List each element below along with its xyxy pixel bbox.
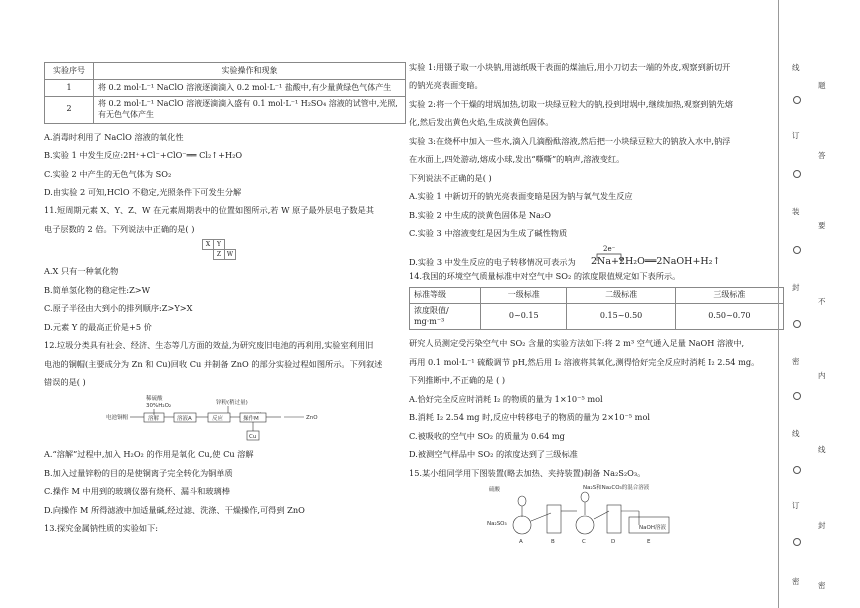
flow-step3: 操作M xyxy=(243,416,259,423)
flow-step2: 反应 xyxy=(212,416,224,423)
grid-w: W xyxy=(225,250,236,260)
apparatus-label-d: D xyxy=(611,539,616,545)
flow-reagent2: 锌粉(稍过量) xyxy=(216,400,248,407)
question-13-prompt: 下列说法不正确的是( ) xyxy=(409,172,492,183)
apparatus-reagent-a: Na₂SO₃ xyxy=(487,521,507,527)
question-14-method-cont: 再用 0.1 mol·L⁻¹ 硫酸调节 pH,然后用 I₂ 溶液将其氧化,测得恰好完全反应时消耗 I₂ 2.54 mg。 xyxy=(409,356,760,367)
option-b: B.加入过量锌粉的目的是使铜离子完全转化为铜单质 xyxy=(44,467,233,478)
margin-char: 装 xyxy=(792,207,800,216)
margin-char: 订 xyxy=(792,131,800,140)
margin-circle xyxy=(793,246,801,254)
option-d: D.被测空气样品中 SO₂ 的浓度达到了三级标准 xyxy=(409,449,578,460)
margin-char: 密 xyxy=(792,577,800,586)
apparatus-reagent-e: NaOH溶液 xyxy=(639,525,666,531)
binding-margin xyxy=(778,0,860,608)
margin-char: 不 xyxy=(818,297,826,306)
option-d: D.向操作 M 所得滤液中加适量碱,经过滤、洗涤、干燥操作,可得到 ZnO xyxy=(44,504,305,515)
apparatus-label-c: C xyxy=(582,539,586,545)
experiment-table xyxy=(44,62,406,124)
option-a: A.恰好完全反应时消耗 I₂ 的物质的量为 1×10⁻⁵ mol xyxy=(409,393,603,404)
margin-circle xyxy=(793,466,801,474)
option-a: A.实验 1 中新切开的钠光亮表面变暗是因为钠与氧气发生反应 xyxy=(409,191,633,202)
option-a: A.“溶解”过程中,加入 H₂O₂ 的作用是氧化 Cu,使 Cu 溶解 xyxy=(44,449,254,460)
margin-circle xyxy=(793,320,801,328)
question-12-cont: 电池的铜帽(主要成分为 Zn 和 Cu)回收 Cu 并制备 ZnO 的部分实验过程如图所示。下列叙述 xyxy=(44,358,383,369)
table-cell: 2 xyxy=(45,97,94,124)
flow-step1: 溶解 xyxy=(148,416,160,423)
table-row-label xyxy=(410,303,481,330)
option-b: B.简单氢化物的稳定性:Z>W xyxy=(44,284,151,295)
question-15: 15.某小组同学用下图装置(略去加热、夹持装置)制备 Na₂S₂O₃。 xyxy=(409,467,646,478)
margin-char: 封 xyxy=(818,521,826,530)
apparatus-diagram xyxy=(489,483,709,545)
equation-body: 2Na+2H₂O══2NaOH+H₂↑ xyxy=(591,255,721,267)
table-header-operation: 实验操作和现象 xyxy=(94,63,406,80)
question-12: 12.垃圾分类具有社会、经济、生态等几方面的效益,为研究废旧电池的再利用,实验室利用旧 xyxy=(44,340,374,351)
option-b: B.实验 2 中生成的淡黄色固体是 Na₂O xyxy=(409,209,551,220)
question-14: 14.我国的环境空气质量标准中对空气中 SO₂ 的浓度限值规定如下表所示。 xyxy=(409,270,681,281)
grid-z: Z xyxy=(214,250,225,260)
margin-char: 订 xyxy=(792,501,800,510)
option-c: C.被吸收的空气中 SO₂ 的质量为 0.64 mg xyxy=(409,430,565,441)
table-header: 二级标准 xyxy=(567,287,675,303)
periodic-grid xyxy=(202,239,236,260)
option-c: C.实验 2 中产生的无色气体为 SO₂ xyxy=(44,168,172,179)
table-row-label-line: 浓度限值/ xyxy=(414,305,449,315)
table-cell xyxy=(94,97,406,124)
table-cell: 将 0.2 mol·L⁻¹ NaClO 溶液逐滴滴入 0.2 mol·L⁻¹ 盐酸中,有少量黄绿色气体产生 xyxy=(94,80,406,97)
apparatus-reagent-c: Na₂S和Na₂CO₃的混合溶液 xyxy=(583,485,650,491)
table-row-label-line: mg·m⁻³ xyxy=(414,316,445,326)
apparatus-label-e: E xyxy=(647,539,651,545)
experiment-1: 实验 1:用镊子取一小块钠,用滤纸吸干表面的煤油后,用小刀切去一端的外皮,观察到新切开 xyxy=(409,62,731,72)
margin-char: 密 xyxy=(792,357,800,366)
margin-circle xyxy=(793,392,801,400)
table-header: 三级标准 xyxy=(675,287,783,303)
flow-end: ZnO xyxy=(306,415,318,422)
option-c: C.实验 3 中溶液变红是因为生成了碱性物质 xyxy=(409,228,568,239)
flow-reagent1b: 30%H₂O₂ xyxy=(146,403,172,410)
question-13: 13.探究金属钠性质的实验如下: xyxy=(44,523,159,534)
experiment-2-cont: 化,然后发出黄色火焰,生成淡黄色固体。 xyxy=(409,117,554,128)
table-cell: 0~0.15 xyxy=(481,303,567,330)
option-b: B.实验 1 中发生反应:2H⁺+Cl⁻+ClO⁻══ Cl₂↑+H₂O xyxy=(44,150,243,161)
table-cell-line: 有无色气体产生 xyxy=(98,109,154,119)
margin-char: 封 xyxy=(792,283,800,292)
flow-mid1: 溶液A xyxy=(177,416,192,423)
equation-line xyxy=(409,244,781,269)
margin-char: 答 xyxy=(818,151,826,160)
table-header: 一级标准 xyxy=(481,287,567,303)
table-cell: 0.15~0.50 xyxy=(567,303,675,330)
flow-diagram xyxy=(106,393,336,445)
experiment-3: 实验 3:在烧杯中加入一些水,滴入几滴酚酞溶液,然后把一小块绿豆粒大的钠放入水中,钠浮 xyxy=(409,135,731,146)
experiment-1-cont: 的钠光亮表面变暗。 xyxy=(409,80,483,91)
option-a: A.消毒时利用了 NaClO 溶液的氧化性 xyxy=(44,131,184,142)
so2-standard-table xyxy=(409,287,784,330)
option-b: B.消耗 I₂ 2.54 mg 时,反应中转移电子的物质的量为 2×10⁻⁵ mol xyxy=(409,412,650,423)
right-column xyxy=(409,62,781,545)
question-14-prompt: 下列推断中,不正确的是 ( ) xyxy=(409,375,506,386)
option-c: C.原子半径由大到小的排列顺序:Z>Y>X xyxy=(44,303,193,314)
apparatus-label-a: A xyxy=(519,539,523,545)
table-cell: 0.50~0.70 xyxy=(675,303,783,330)
apparatus-label-b: B xyxy=(551,539,555,545)
margin-char: 线 xyxy=(818,445,826,454)
question-12-cont: 错误的是( ) xyxy=(44,377,86,388)
table-cell-line: 将 0.2 mol·L⁻¹ NaClO 溶液逐滴滴入盛有 0.1 mol·L⁻¹ H₂SO₄ 溶液的试管中,光照, xyxy=(98,99,398,108)
table-header: 标准等级 xyxy=(410,287,481,303)
flow-solid: Cu xyxy=(249,434,257,441)
question-11-cont: 电子层数的 2 倍。下列说法中正确的是( ) xyxy=(44,223,195,234)
table-cell: 1 xyxy=(45,80,94,97)
grid-y: Y xyxy=(214,240,225,250)
margin-char: 要 xyxy=(818,221,826,230)
flow-start: 电池铜帽 xyxy=(106,415,129,422)
question-11: 11.短周期元素 X、Y、Z、W 在元素周期表中的位置如图所示,若 W 原子最外层电子数是其 xyxy=(44,205,374,216)
option-d: D.元素 Y 的最高正价是+5 价 xyxy=(44,321,152,332)
flow-dots: … xyxy=(256,409,262,416)
option-d: D.由实验 2 可知,HClO 不稳定,光照条件下可发生分解 xyxy=(44,186,242,197)
margin-char: 内 xyxy=(818,371,826,380)
question-14-method: 研究人员测定受污染空气中 SO₂ 含量的实验方法如下:将 2 m³ 空气通入足量 NaOH 溶液中, xyxy=(409,338,745,349)
table-header-num: 实验序号 xyxy=(45,63,94,80)
margin-char: 密 xyxy=(818,581,826,590)
margin-circle xyxy=(793,96,801,104)
margin-char: 线 xyxy=(792,63,800,72)
apparatus-acid: 硫酸 xyxy=(489,487,501,493)
experiment-2: 实验 2:将一个干燥的坩埚加热,切取一块绿豆粒大的钠,投到坩埚中,继续加热,观察到钠先熔 xyxy=(409,98,733,109)
margin-circle xyxy=(793,170,801,178)
left-column xyxy=(44,62,402,542)
margin-circle xyxy=(793,538,801,546)
experiment-3-cont: 在水面上,四处游动,熔成小球,发出“嘶嘶”的响声,溶液变红。 xyxy=(409,154,625,165)
margin-char: 线 xyxy=(792,429,800,438)
grid-x: X xyxy=(203,240,214,250)
flow-reagent1: 稀硫酸 xyxy=(146,396,163,403)
equation-prefix: D.实验 3 中发生反应的电子转移情况可表示为 xyxy=(409,256,576,267)
margin-char: 题 xyxy=(818,81,826,90)
option-c: C.操作 M 中用到的玻璃仪器有烧杯、漏斗和玻璃棒 xyxy=(44,486,230,497)
electron-label: 2e⁻ xyxy=(603,244,616,253)
option-a: A.X 只有一种氧化物 xyxy=(44,266,119,277)
margin-line xyxy=(778,0,779,608)
